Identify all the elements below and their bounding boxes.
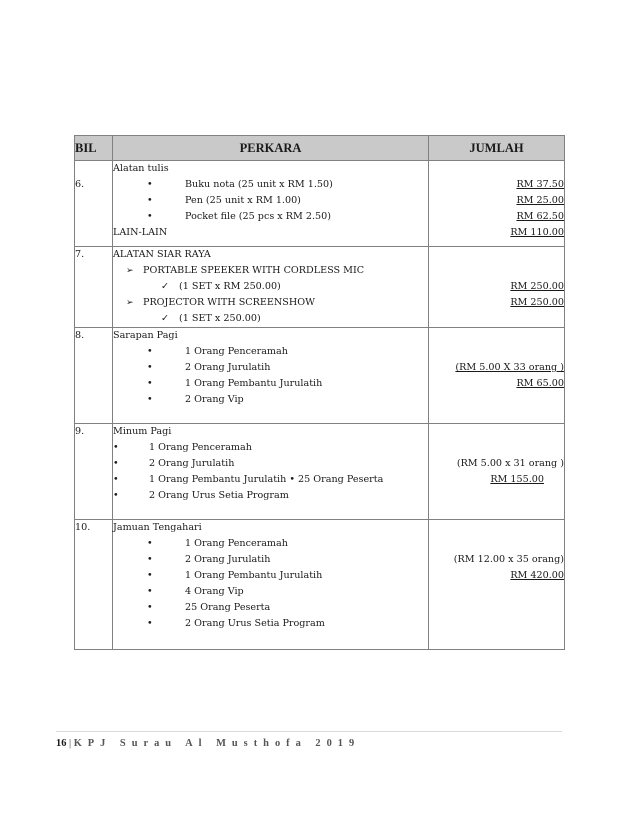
list-item: • Buku nota (25 unit x RM 1.50) — [113, 177, 428, 193]
amount-value: RM 25.00 — [516, 195, 564, 206]
list-item: • 1 Orang Pembantu Jurulatih • 25 Orang Peserta — [113, 472, 428, 488]
row-number — [75, 161, 113, 247]
table-row — [75, 328, 565, 424]
arrow-bullet-icon: ➢ — [126, 298, 134, 308]
row-number-text: 8. — [75, 330, 85, 341]
list-item: • 2 Orang Jurulatih — [113, 360, 428, 376]
row-amount — [429, 247, 565, 328]
row-number — [75, 520, 113, 650]
row-number-text: 9. — [75, 426, 85, 437]
list-item: • 1 Orang Pembantu Jurulatih — [113, 568, 428, 584]
list-item: ✓ (1 SET x 250.00) — [113, 311, 428, 327]
row-number-text: 10. — [75, 522, 91, 533]
checkmark-icon: ✓ — [161, 313, 170, 324]
list-item: ➢ PORTABLE SPEEKER WITH CORDLESS MIC — [113, 263, 428, 279]
item-title: Sarapan Pagi — [113, 330, 178, 341]
total-value: RM 420.00 — [510, 570, 564, 581]
header-bil: BIL — [75, 136, 113, 161]
item-title: Jamuan Tengahari — [113, 522, 202, 533]
table-row — [75, 161, 565, 247]
bullet-icon: • — [113, 474, 119, 485]
row-number-text: 7. — [75, 249, 85, 260]
checkmark-icon: ✓ — [161, 281, 170, 292]
bullet-icon: • — [147, 346, 153, 357]
bullet-icon: • — [147, 378, 153, 389]
footer-separator: | — [69, 738, 72, 749]
list-item: • 1 Orang Penceramah — [113, 344, 428, 360]
bullet-icon: • — [147, 179, 153, 190]
amount-value: RM 37.50 — [516, 179, 564, 190]
budget-table — [74, 135, 565, 650]
row-amount — [429, 161, 565, 247]
list-item: • 1 Orang Penceramah — [113, 440, 428, 456]
total-value: RM 155.00 — [490, 474, 544, 485]
row-description — [113, 161, 429, 247]
row-number — [75, 328, 113, 424]
footer-title: KPJ Surau Al Musthofa 2019 — [73, 738, 361, 749]
bullet-icon: • — [147, 586, 153, 597]
table-row — [75, 424, 565, 520]
bullet-icon: • — [147, 195, 153, 206]
row-number — [75, 247, 113, 328]
bullet-icon: • — [147, 554, 153, 565]
calc-text: (RM 12.00 x 35 orang) — [453, 554, 564, 565]
row-amount — [429, 328, 565, 424]
amount-value: RM 110.00 — [510, 227, 564, 238]
table-header-row — [75, 136, 565, 161]
row-amount — [429, 520, 565, 650]
row-number-text: 6. — [75, 179, 85, 190]
bullet-icon: • — [147, 362, 153, 373]
row-description — [113, 328, 429, 424]
amount-value: RM 250.00 — [510, 281, 564, 292]
row-amount — [429, 424, 565, 520]
calc-text: (RM 5.00 X 33 orang ) — [455, 362, 564, 373]
header-perkara: PERKARA — [113, 136, 429, 161]
bullet-icon: • — [147, 570, 153, 581]
bullet-icon: • — [147, 618, 153, 629]
item-title: Minum Pagi — [113, 426, 172, 437]
row-description — [113, 520, 429, 650]
page-number: 16 — [56, 738, 67, 749]
bullet-icon: • — [147, 394, 153, 405]
list-item: • Pocket file (25 pcs x RM 2.50) — [113, 209, 428, 225]
calc-text: (RM 5.00 x 31 orang ) — [456, 458, 564, 469]
list-item: • 4 Orang Vip — [113, 584, 428, 600]
list-item: • 1 Orang Penceramah — [113, 536, 428, 552]
row-description — [113, 247, 429, 328]
bullet-icon: • — [113, 442, 119, 453]
row-number — [75, 424, 113, 520]
arrow-bullet-icon: ➢ — [126, 266, 134, 276]
amount-value: RM 62.50 — [516, 211, 564, 222]
list-item: ✓ (1 SET x RM 250.00) — [113, 279, 428, 295]
list-item: • Pen (25 unit x RM 1.00) — [113, 193, 428, 209]
bullet-icon: • — [147, 602, 153, 613]
item-title: ALATAN SIAR RAYA — [113, 249, 211, 260]
item-extra: LAIN-LAIN — [113, 227, 168, 238]
list-item: • 2 Orang Urus Setia Program — [113, 616, 428, 632]
list-item: • 25 Orang Peserta — [113, 600, 428, 616]
list-item: ➢ PROJECTOR WITH SCREENSHOW — [113, 295, 428, 311]
bullet-icon: • — [113, 490, 119, 501]
item-title: Alatan tulis — [113, 163, 169, 174]
amount-value: RM 250.00 — [510, 297, 564, 308]
header-jumlah: JUMLAH — [429, 136, 565, 161]
bullet-icon: • — [113, 458, 119, 469]
bullet-icon: • — [147, 211, 153, 222]
list-item: • 1 Orang Pembantu Jurulatih — [113, 376, 428, 392]
bullet-icon: • — [147, 538, 153, 549]
list-item: • 2 Orang Jurulatih — [113, 552, 428, 568]
table-row — [75, 247, 565, 328]
page-footer — [56, 731, 562, 749]
total-value: RM 65.00 — [516, 378, 564, 389]
table-row — [75, 520, 565, 650]
row-description — [113, 424, 429, 520]
list-item: • 2 Orang Urus Setia Program — [113, 488, 428, 504]
list-item: • 2 Orang Vip — [113, 392, 428, 408]
list-item: • 2 Orang Jurulatih — [113, 456, 428, 472]
